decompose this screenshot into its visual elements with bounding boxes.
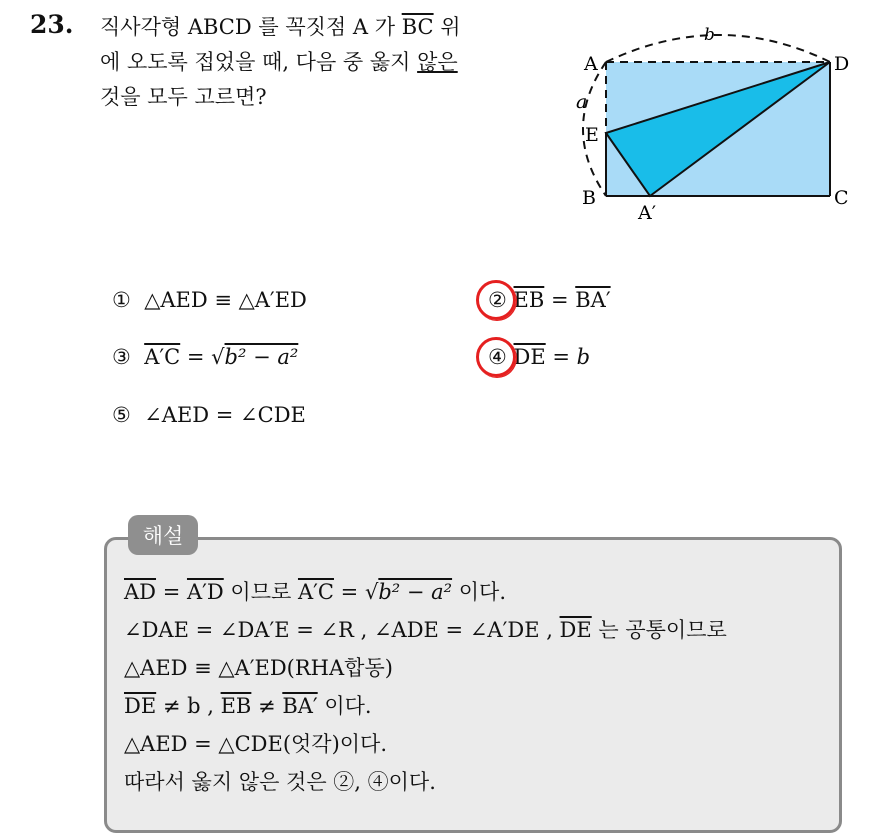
choice-4[interactable]: ④ $\overline{DE} = b$ <box>488 345 591 369</box>
explanation-line-4: $\overline{DE} \ne b$ , $\overline{EB} \ne BA'$ 이다. <box>124 694 372 718</box>
label-B: B <box>582 187 596 209</box>
explanation-line-1: $\overline{AD} = A'D$ 이므로 A′C = √b² − a² 이다. <box>124 580 507 604</box>
question-line-3: 것을 모두 고르면? <box>100 85 267 109</box>
folded-rectangle-figure <box>560 10 880 225</box>
explanation-line-2: ∠DAE = ∠DA′E = ∠R , ∠ADE = ∠A′DE , $\overline{DE}$ 는 공통이므로 <box>124 618 727 642</box>
choice-2[interactable]: ② $\overline{EB} = BA'$ <box>488 288 611 312</box>
explanation-line-6: 따라서 옳지 않은 것은 ②, ④이다. <box>124 770 436 794</box>
explanation-line-3: △AED ≡ △A′ED(RHA합동) <box>124 656 393 680</box>
choice-5[interactable]: ⑤ ∠AED = ∠CDE <box>112 403 306 427</box>
explanation-line-5: △AED = △CDE(엇각)이다. <box>124 732 388 756</box>
answer-mark-circle-2 <box>476 280 516 320</box>
choice-3[interactable]: ③ A′C = √b² − a² <box>112 345 299 369</box>
question-number: 23. <box>30 10 74 39</box>
label-A: A <box>584 53 598 75</box>
explanation-text <box>124 573 727 801</box>
label-E: E <box>585 124 599 146</box>
arc-b-dashed <box>606 35 830 62</box>
explanation-tag: 해설 <box>128 515 198 555</box>
answer-mark-circle-4 <box>476 337 516 377</box>
question-line-2: 에 오도록 접었을 때, 다음 중 옳지 않은 <box>100 50 458 74</box>
choice-1[interactable]: ① △AED ≡ △A′ED <box>112 288 307 312</box>
question-text <box>100 10 550 115</box>
label-D: D <box>834 53 850 75</box>
label-b: b <box>704 25 715 45</box>
label-C: C <box>834 187 849 209</box>
label-A-prime: A′ <box>638 202 657 224</box>
segment-bc: $\overline{BC}$ <box>401 15 434 39</box>
underlined-not: 않은 <box>417 50 458 74</box>
question-line-1: 직사각형 ABCD 를 꼭짓점 A 가 $\overline{BC}$ 위 <box>100 15 461 39</box>
label-a: a <box>576 91 588 113</box>
